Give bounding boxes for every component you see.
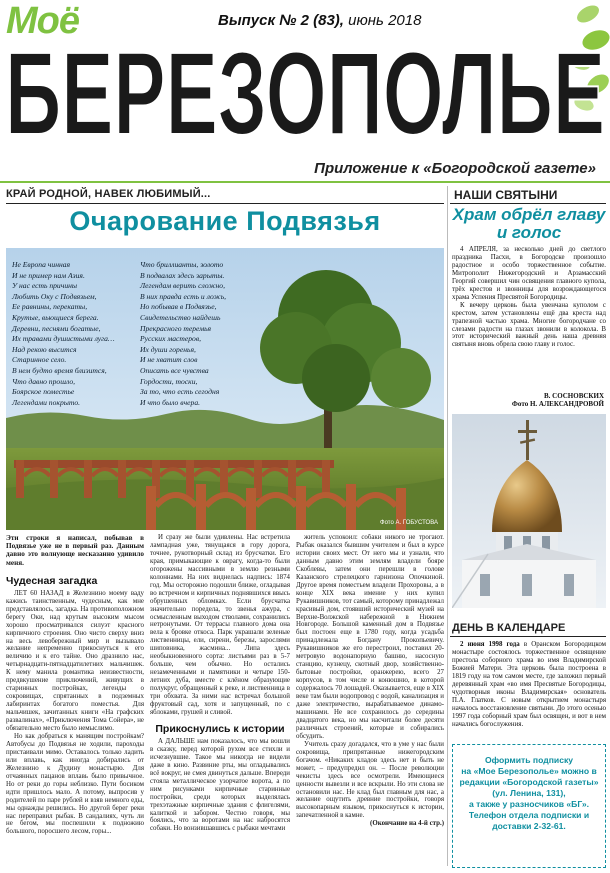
- poem-line: Над рекою высится: [12, 344, 77, 354]
- divider: [6, 203, 444, 204]
- poem-line: Легендами покрыто.: [12, 397, 81, 407]
- church-dome-icon: [452, 414, 606, 608]
- continuation-note: (Окончание на 4-й стр.): [370, 820, 444, 828]
- poem-line: Гордости, тоски,: [140, 376, 198, 386]
- poem-line: Описать все чувства: [140, 365, 209, 375]
- poem-line: В нем будто время близится,: [12, 365, 107, 375]
- poem-line: Свидетельство найдешь: [140, 312, 221, 322]
- masthead-moe: Моё: [6, 0, 79, 42]
- supplement-line: Приложение к «Богородской газете»: [314, 160, 596, 177]
- divider: [450, 203, 606, 204]
- poem-line: Прекрасного теремья: [140, 323, 212, 333]
- poem-line: Легендам верить сложно,: [140, 281, 226, 291]
- poem-line: Что давно прошло,: [12, 376, 76, 386]
- poem-line: И не хватит слов: [140, 355, 198, 365]
- poem-line: Их травами душистыми луга…: [12, 334, 115, 344]
- divider: [450, 636, 606, 637]
- masthead-rule: [0, 181, 610, 183]
- subheading-chudesnaya: Чудесная загадка: [6, 574, 98, 587]
- poem-line: Боярское поместье: [12, 387, 75, 397]
- author-name: В. СОСНОВСКИХ: [544, 392, 604, 400]
- poem-line: У нас есть причины: [12, 281, 78, 291]
- paragraph: 2 июня 1998 года в Оранском Богородицком монастыре состоялось торжественное освящение престола соборного храма во имя Владимирской Божией Матери. Эта церковь была построена в 1819 году на том самом месте, где заложил первый деревянный храм «во имя Пресвятые Богородицы, чудотворныя иконы Владимирская» основатель П.А. Глатков. С новым открытием монастыря началось восстановление святыни. До этого осенью 1997 года соборный храм был освящен, и вот в нем начались богослужения.: [452, 641, 606, 728]
- sidebar-headline: Храм обрёл главу и голос: [452, 205, 606, 242]
- sidebar-byline: [452, 392, 604, 408]
- issue-date: июнь 2018: [348, 12, 422, 29]
- poem-left: [12, 260, 142, 408]
- paragraph: И сразу же были удивлены. Нас встретила лампадная уже, тянущаяся в гору дорога, точнее, рукотворный склад из брусчатки. Его края, примыкающие к оврагу, когда-то были огорожены массивными в землю резными колоннами. На них виднелась надпись: 1874 год. Мы осторожно подошли ближе, огладывая во встречном и кирпичных поднявшихся ввысь обрушенных обломках. Если брусчатка значительно поредела, то звенья ажура, с осмысленным выходом стволами, сохранились нетронутыми. От террасы главного дома она вела к бровке откоса. Парк украшали зеленые лиственницы, ели, сирени, березы, зарослями шиповника, жасмина... Липа здесь необыкновенного сорта: листьями раз в 5-7 больше, чем обычно. Но остались незамеченными и памятники и четыре 150-летних дуба, вместе с клёном образующие полукруг, обращенный к реке, и лиственница в три обхвата. За ними нас встречал большой фруктовый сад, хотя и запущенный, по с яблоками, грушей и сливой.: [150, 534, 290, 716]
- photo-credit: Фото А. ГОБУСТОВА: [380, 520, 438, 526]
- photo-author: Фото Н. АЛЕКСАНДРОВОЙ: [511, 400, 604, 408]
- promo-line: на «Мое Березополье» можно в редакции «Богородской газеты» (ул. Ленина, 131),: [459, 766, 599, 798]
- subscription-promo: [452, 744, 606, 868]
- poem-line: Не Европа чинная: [12, 260, 71, 269]
- calendar-article: [452, 641, 606, 728]
- masthead-title: [0, 34, 610, 146]
- poem-line: Любить Оку с Подвязьем,: [12, 291, 97, 301]
- calendar-section-title: ДЕНЬ В КАЛЕНДАРЕ: [452, 622, 566, 634]
- paragraph: К вечеру церковь была увенчана куполом с крестом, затем установлены ещё два креста над трапезной частью храма. Многие богородчане со слезами радости на глазах звонили в колокола. В этот исторический важный день наша древняя святыня вновь обрела свою главу и голос.: [452, 301, 606, 349]
- paragraph: 4 АПРЕЛЯ, за несколько дней до светлого праздника Пасхи, в Богородске произошло радостное и особо торжественное событие. Митрополит Нижегородский и Арзамасский Георгий совершил чин освящения главного купола, трёх крестов и звонницы для возрождающегося храма Успения Пресвятой Богородицы.: [452, 246, 606, 301]
- poem-line: Что бриллианты, золото: [140, 260, 224, 269]
- article-lead: Эти строки я написал, побывав в Подвязье уже не в первый раз. Данным давно это волнующе несказанно удивило меня.: [6, 534, 144, 567]
- poem-line: За то, что есть сегодня: [140, 387, 220, 397]
- issue-number: [218, 12, 421, 29]
- promo-line: а также у разносчиков «БГ».: [468, 799, 590, 809]
- article-column-1: [6, 534, 144, 868]
- poem-line: Их души горенья,: [140, 344, 196, 354]
- paragraph: Но как добраться к манящим постройкам? Автобусы до Подвязья не ходили, пароходы пристаивали мимо. Оставалось только ладить или вплавь, как иногда добирались от Железнино к Дудину монастырю. Для отчаянных пацанов вплавь было привычное. Но от реки до горы неблизко. Пути босиком идти пришлось мало. А потому, выпросив у родителей по паре рублей и взяв немного еды, мы однажды решились. Но другой берег реки нас переправил рыбак. В сандалиях, чуть ли не бегом, мы поспешили к подножию большого, поросшего лесом, горы...: [6, 732, 144, 836]
- paragraph: А ДАЛЬШЕ нам показалось, что мы вошли в сказку, перед которой рухом все стихли и исчезнувшие. Такое мы никогда не видели даже в кино. Развиние рты, мы огладывались всё вокруг, не смея двинуться дальше. Впереди стояла металлическое узорчатое ворота, а по ним рисунками кирпичные старинные постройки, среди которых выделялась трехэтажные кирпичные здания с флигелями, калиткой и забором. Честно говоря, мы боялись, что за воротами на нас набросятся собаки. Но вонзившавшись с рыбаки мечтами: [150, 737, 290, 833]
- poem-line: Русских мастеров,: [140, 334, 202, 344]
- poem-line: И что было вчера.: [140, 397, 201, 407]
- main-photo: [6, 248, 444, 530]
- poem-right: [140, 260, 280, 408]
- section-title-right: НАШИ СВЯТЫНИ: [454, 188, 558, 202]
- church-photo: [452, 414, 606, 608]
- column-divider: [447, 186, 448, 866]
- paragraph: житель успокоил: собаки никого не трогают. Рыбак оказался бывшим учителем и был в курсе истории своих мест. От него мы и узнали, что данным давно этим землям владели бояре Скоблевы, затем они перешли в голове Казанского стрелецкого гарнизона Опочкиной. Другое время поместьем владели Прохоровы, а в конце XIX века имение у них купил Рукавишников, тот самый, которому принадлежал красивый дом, стоявший исторический музей на Верхне-Волжской набережной в Нижнем Новгороде. Большой каменный дом в Подвязье был постоен еще в 1780 году, когда усадьба принадлежала Богдану Прокопьевичу. Рукавишников же его перестроил, поставил 20-метровую водонапорную башню, насосную станцию, кузнецу, скотный двор, хозяйственно-бытовые постройки, оранжерею, всего 27 корпусов, в том числе и конюшню, в которой содержалось 70 лошадей. Оказывается, еще в XIX веке там были водопровод с водой, канализация и даже электричество, вырабатываемое динамо-машинами. Не все сохранилось до середины двадцатого века, но мы насчитали более десяти различных строений, которые и собирались обсудить.: [296, 534, 444, 740]
- paragraph: Учитель сразу догадался, что в уме у нас были сокровища, припрятанные нижегородским богачом. «Никаких кладов здесь нет и быть не может, – предупредил он. – После революции чекисты здесь все осмотрели. Имеющиеся ценности вывезли и все вскрыли. Но эти слова не остановили нас. Не клад был главным для нас, а желание ощутить древние постройки, говоря высокопарным языком, прикоснуться к истории, запечатленной в камне.: [296, 740, 444, 820]
- poem-line: Но побывав в Подвязье,: [140, 302, 217, 312]
- masthead: [0, 0, 610, 183]
- poem-line: Деревни, песнями богатые,: [12, 323, 101, 333]
- poem-line: Ее равнины, перекаты,: [12, 302, 88, 312]
- main-headline: Очарование Подвязья: [69, 206, 381, 236]
- calendar-date: 2 июня 1998 года: [460, 641, 520, 648]
- issue-label: Выпуск № 2 (83),: [218, 12, 344, 29]
- poem-line: Старинное село.: [12, 355, 67, 365]
- masthead-title-text: БЕРЕЗОПОЛЬЕ: [5, 34, 605, 146]
- sidebar-article: [452, 246, 606, 349]
- subheading-history: Прикоснулись к истории: [155, 722, 285, 735]
- article-column-3: [296, 534, 444, 868]
- promo-line: Оформить подписку: [484, 755, 574, 765]
- section-title-left: КРАЙ РОДНОЙ, НАВЕК ЛЮБИМЫЙ...: [6, 188, 211, 200]
- paragraph: ЛЕТ 60 НАЗАД в Железнино моему ваду кажись таинственным, чудесным, как мне представлялось, загадка. На противоположном берегу Оки, над крутым высоким мысом хорошо просматривался силуэт красного кирпичного строения. Оно чисто сверху вниз на весь левобережный мир и вызывало желание непременно прикоснуться к его величию и к его тайне. Оно дразнило нас, четырнадцати-пятнадцатилетних мальчишек. К нему манила романтика неизвестности, предвкушение приключений, живущих в старинных постройках, легенды о сокровищах, спрятанных в подземных лабиринтах богатого поместья. Для мальчишек, зачитанных книги «На графских развалинах», «Приключения Тома Сойера», не обязательно место было немыслимо.: [6, 589, 144, 733]
- poem-line: В подвалах здесь зарыты.: [140, 270, 225, 280]
- promo-line: Телефон отдела подписки и доставки 2-32-61.: [468, 810, 590, 831]
- article-column-2: [150, 534, 290, 868]
- poem-line: В них правда есть и ложь,: [140, 291, 227, 301]
- poem-line: И не пример нам Азия.: [12, 270, 85, 280]
- poem-line: Крутые, вьющиеся берега.: [12, 312, 99, 322]
